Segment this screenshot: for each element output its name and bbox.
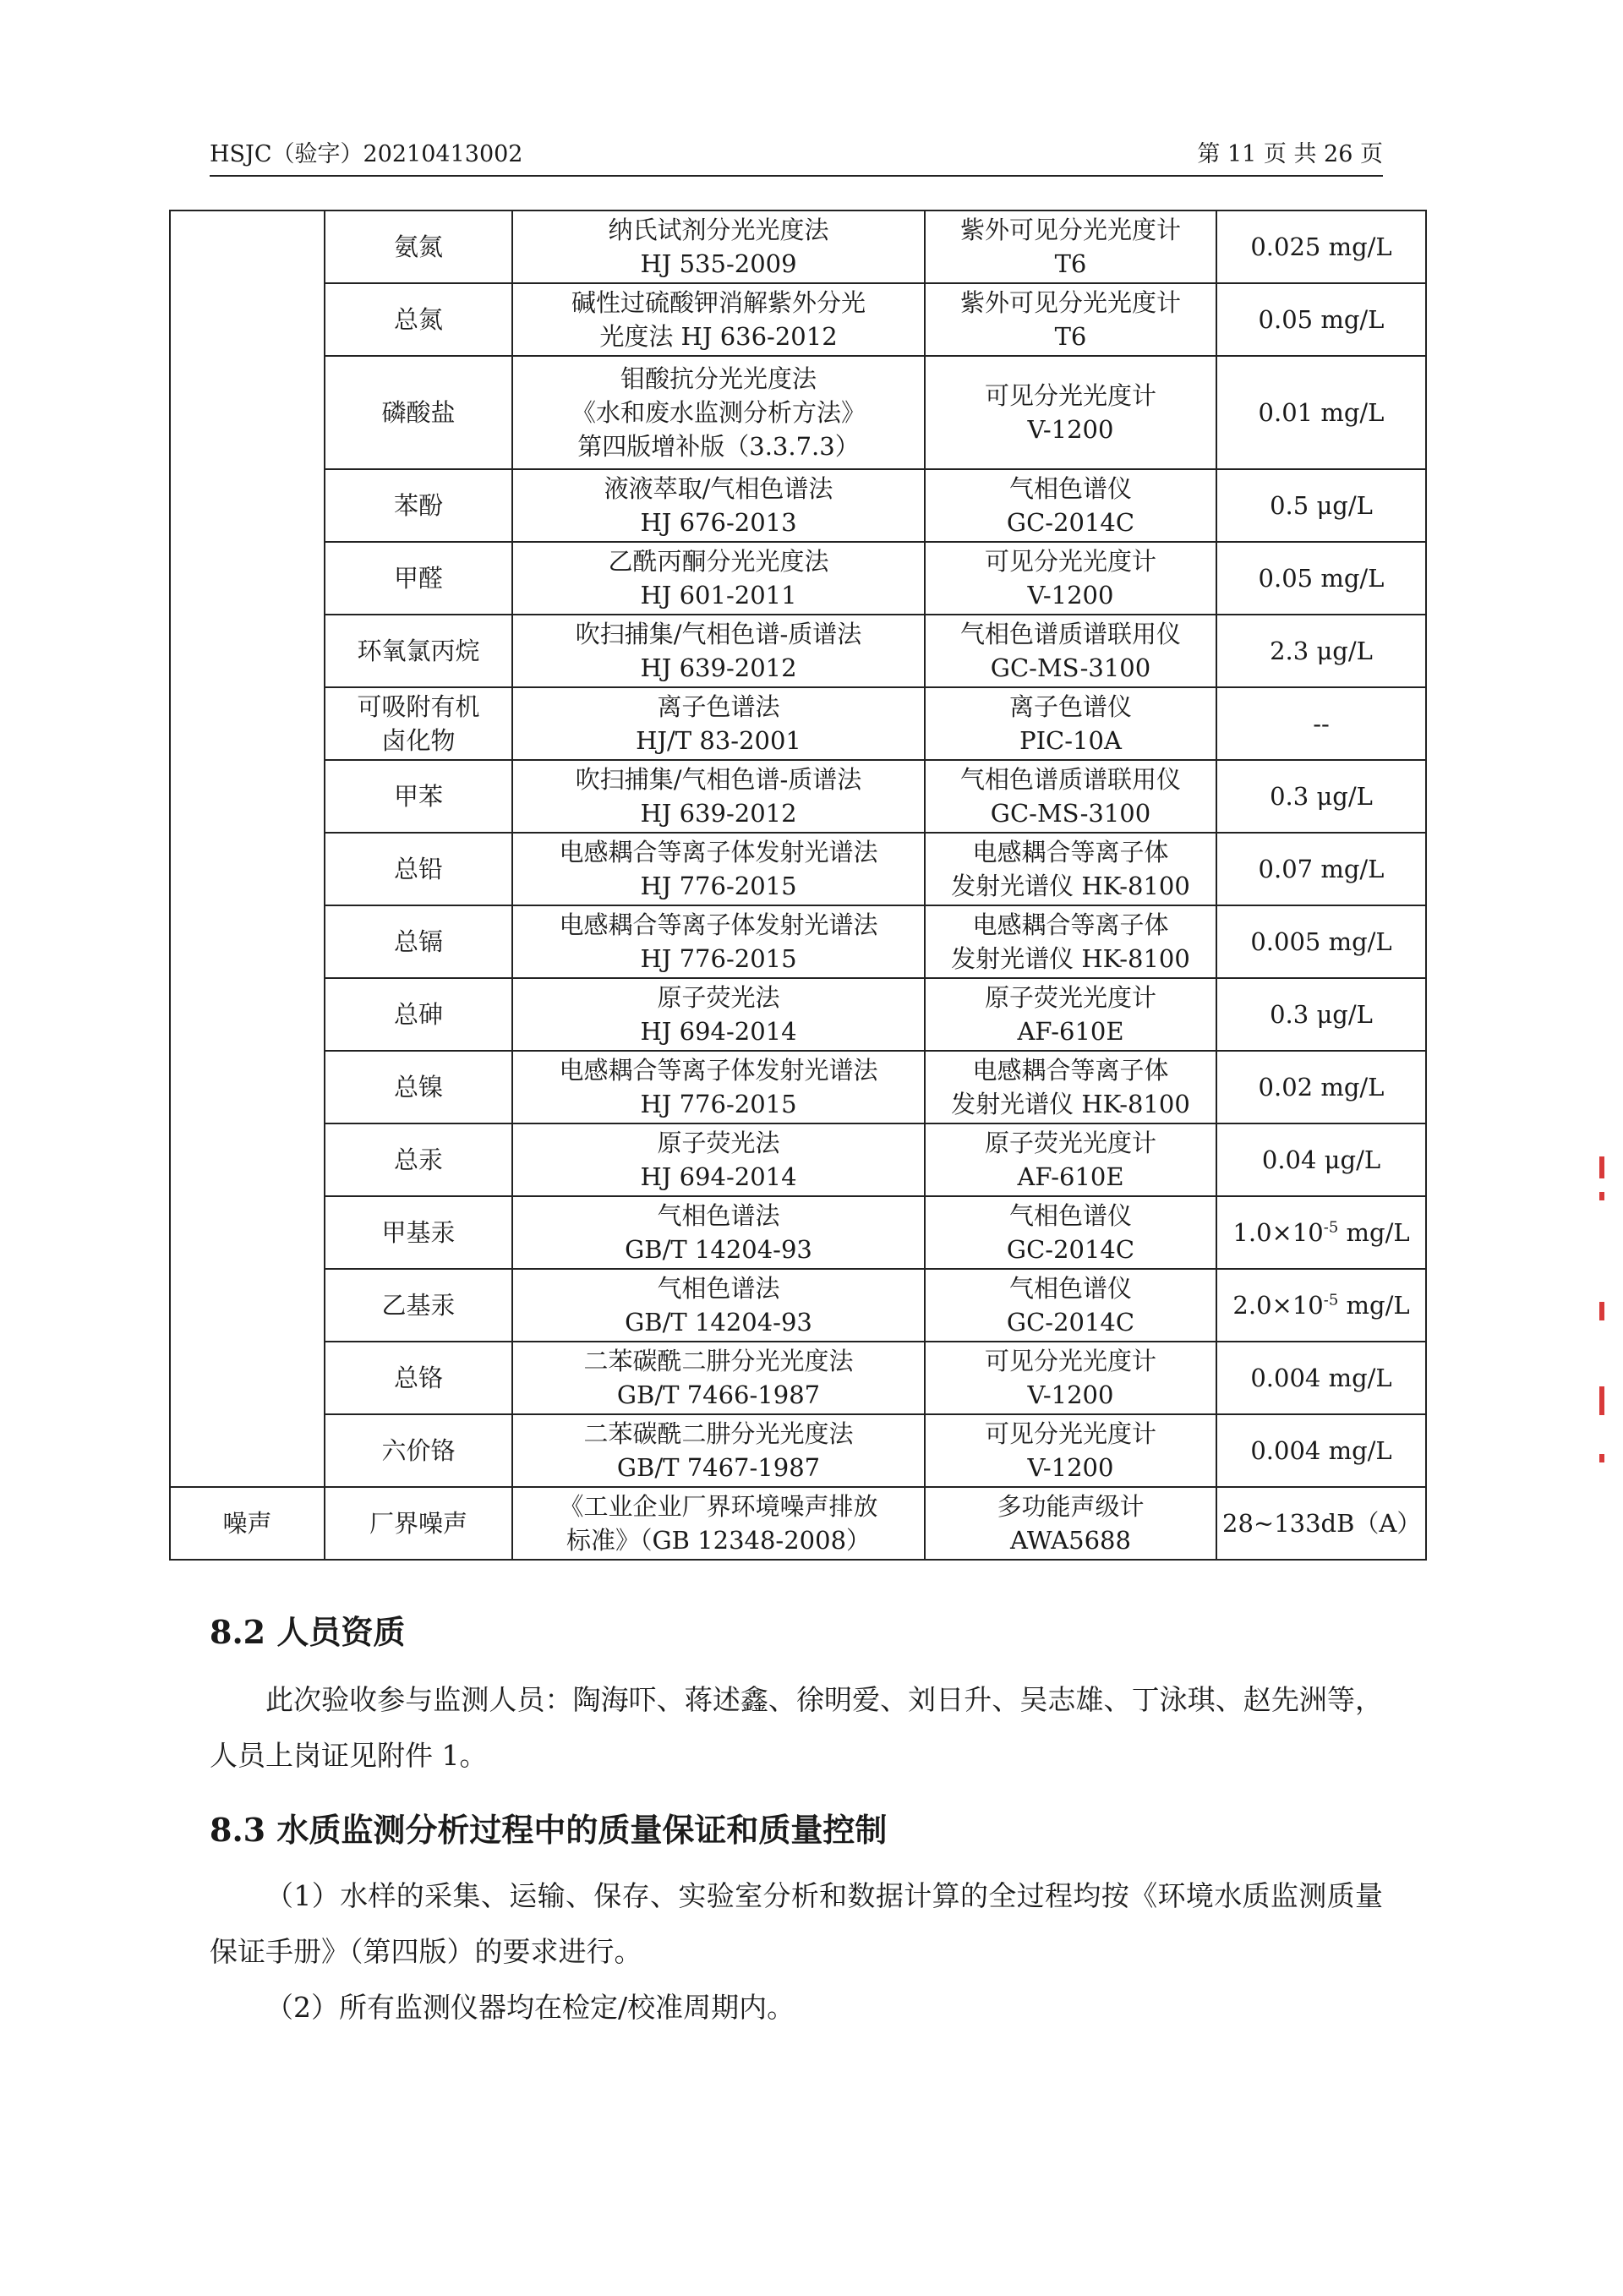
scan-mark xyxy=(1599,1192,1604,1200)
instrument-cell: 离子色谱仪 PIC-10A xyxy=(925,687,1216,760)
limit-cell: 0.02 mg/L xyxy=(1216,1051,1426,1123)
limit-cell xyxy=(1216,1196,1426,1269)
table-row xyxy=(170,1196,1426,1269)
table-row xyxy=(170,356,1426,469)
method-cell: 碱性过硫酸钾消解紫外分光 光度法 HJ 636-2012 xyxy=(512,283,925,356)
method-cell: 电感耦合等离子体发射光谱法 HJ 776-2015 xyxy=(512,833,925,905)
limit-cell: 2.3 μg/L xyxy=(1216,615,1426,687)
item-cell: 乙基汞 xyxy=(325,1269,512,1342)
item-cell: 总铬 xyxy=(325,1342,512,1414)
limit-cell: 0.005 mg/L xyxy=(1216,905,1426,978)
method-cell: 钼酸抗分光光度法 《水和废水监测分析方法》 第四版增补版（3.3.7.3） xyxy=(512,356,925,469)
instrument-cell: 可见分光光度计 V-1200 xyxy=(925,1414,1216,1487)
category-cell-water xyxy=(170,210,325,1487)
monitoring-methods-table xyxy=(169,210,1427,1561)
limit-base: 2.0×10 xyxy=(1232,1291,1324,1320)
instrument-cell: 气相色谱仪 GC-2014C xyxy=(925,1196,1216,1269)
table-row xyxy=(170,542,1426,615)
instrument-cell: 气相色谱质谱联用仪 GC-MS-3100 xyxy=(925,615,1216,687)
item-cell: 可吸附有机 卤化物 xyxy=(325,687,512,760)
limit-exponent: -5 xyxy=(1323,1218,1339,1237)
method-cell: 二苯碳酰二肼分光光度法 GB/T 7467-1987 xyxy=(512,1414,925,1487)
limit-cell: 0.004 mg/L xyxy=(1216,1414,1426,1487)
method-cell: 二苯碳酰二肼分光光度法 GB/T 7466-1987 xyxy=(512,1342,925,1414)
limit-cell: 0.07 mg/L xyxy=(1216,833,1426,905)
method-cell: 《工业企业厂界环境噪声排放 标准》（GB 12348-2008） xyxy=(512,1487,925,1560)
instrument-cell: 气相色谱仪 GC-2014C xyxy=(925,469,1216,542)
table-row xyxy=(170,469,1426,542)
method-cell: 原子荧光法 HJ 694-2014 xyxy=(512,978,925,1051)
item-cell: 总铅 xyxy=(325,833,512,905)
instrument-cell: 原子荧光光度计 AF-610E xyxy=(925,978,1216,1051)
scan-mark xyxy=(1599,1454,1604,1462)
method-cell: 电感耦合等离子体发射光谱法 HJ 776-2015 xyxy=(512,1051,925,1123)
table-row xyxy=(170,760,1426,833)
item-cell: 总镍 xyxy=(325,1051,512,1123)
limit-unit: mg/L xyxy=(1338,1218,1410,1247)
method-cell: 气相色谱法 GB/T 14204-93 xyxy=(512,1196,925,1269)
method-cell: 原子荧光法 HJ 694-2014 xyxy=(512,1123,925,1196)
item-cell: 环氧氯丙烷 xyxy=(325,615,512,687)
table-row xyxy=(170,1342,1426,1414)
item-cell: 甲苯 xyxy=(325,760,512,833)
item-cell: 总镉 xyxy=(325,905,512,978)
section-8-2-text: 此次验收参与监测人员：陶海吓、蒋述鑫、徐明爱、刘日升、吴志雄、丁泳琪、赵先洲等，人员上岗证见附件 1。 xyxy=(210,1683,1383,1772)
table-row xyxy=(170,1269,1426,1342)
scan-mark xyxy=(1599,1386,1604,1415)
limit-exponent: -5 xyxy=(1323,1291,1339,1309)
item-cell: 总氮 xyxy=(325,283,512,356)
instrument-cell: 电感耦合等离子体 发射光谱仪 HK-8100 xyxy=(925,833,1216,905)
section-8-3-title: 8.3 水质监测分析过程中的质量保证和质量控制 xyxy=(210,1811,888,1849)
method-cell: 纳氏试剂分光光度法 HJ 535-2009 xyxy=(512,210,925,283)
method-cell: 电感耦合等离子体发射光谱法 HJ 776-2015 xyxy=(512,905,925,978)
method-cell: 气相色谱法 GB/T 14204-93 xyxy=(512,1269,925,1342)
page-header xyxy=(210,135,1383,177)
instrument-cell: 气相色谱质谱联用仪 GC-MS-3100 xyxy=(925,760,1216,833)
item-cell: 氨氮 xyxy=(325,210,512,283)
instrument-cell: 可见分光光度计 V-1200 xyxy=(925,542,1216,615)
item-cell: 总汞 xyxy=(325,1123,512,1196)
item-cell: 甲基汞 xyxy=(325,1196,512,1269)
scan-mark xyxy=(1599,1156,1604,1178)
limit-unit: mg/L xyxy=(1338,1291,1410,1320)
table-row xyxy=(170,833,1426,905)
limit-cell: 0.3 μg/L xyxy=(1216,760,1426,833)
instrument-cell: 紫外可见分光光度计 T6 xyxy=(925,283,1216,356)
table-row xyxy=(170,210,1426,283)
table-row xyxy=(170,978,1426,1051)
instrument-cell: 可见分光光度计 V-1200 xyxy=(925,1342,1216,1414)
instrument-cell: 电感耦合等离子体 发射光谱仪 HK-8100 xyxy=(925,1051,1216,1123)
table-row-noise xyxy=(170,1487,1426,1560)
limit-cell: 0.004 mg/L xyxy=(1216,1342,1426,1414)
limit-cell: 0.05 mg/L xyxy=(1216,542,1426,615)
limit-cell: 0.01 mg/L xyxy=(1216,356,1426,469)
limit-cell xyxy=(1216,1269,1426,1342)
table-row xyxy=(170,905,1426,978)
table-row xyxy=(170,283,1426,356)
item-cell: 苯酚 xyxy=(325,469,512,542)
instrument-cell: 可见分光光度计 V-1200 xyxy=(925,356,1216,469)
section-8-3-paragraph-1: （1）水样的采集、运输、保存、实验室分析和数据计算的全过程均按《环境水质监测质量保证手册》（第四版）的要求进行。 xyxy=(210,1879,1383,1968)
item-cell: 厂界噪声 xyxy=(325,1487,512,1560)
limit-cell: 0.04 μg/L xyxy=(1216,1123,1426,1196)
item-cell: 总砷 xyxy=(325,978,512,1051)
instrument-cell: 紫外可见分光光度计 T6 xyxy=(925,210,1216,283)
category-cell-noise: 噪声 xyxy=(170,1487,325,1560)
limit-cell: -- xyxy=(1216,687,1426,760)
method-cell: 液液萃取/气相色谱法 HJ 676-2013 xyxy=(512,469,925,542)
method-cell: 吹扫捕集/气相色谱-质谱法 HJ 639-2012 xyxy=(512,615,925,687)
limit-cell: 0.05 mg/L xyxy=(1216,283,1426,356)
instrument-cell: 多功能声级计 AWA5688 xyxy=(925,1487,1216,1560)
section-8-3-paragraph-2: （2）所有监测仪器均在检定/校准周期内。 xyxy=(265,1991,795,2024)
page-number: 第 11 页 共 26 页 xyxy=(1197,141,1383,167)
section-8-2-title: 8.2 人员资质 xyxy=(210,1613,406,1651)
limit-cell: 28~133dB（A） xyxy=(1216,1487,1426,1560)
instrument-cell: 气相色谱仪 GC-2014C xyxy=(925,1269,1216,1342)
method-cell: 吹扫捕集/气相色谱-质谱法 HJ 639-2012 xyxy=(512,760,925,833)
table-row xyxy=(170,615,1426,687)
item-cell: 磷酸盐 xyxy=(325,356,512,469)
report-number: HSJC（验字）20210413002 xyxy=(210,141,523,167)
table-row xyxy=(170,1414,1426,1487)
scan-mark xyxy=(1599,1302,1604,1320)
item-cell: 甲醛 xyxy=(325,542,512,615)
table-row xyxy=(170,687,1426,760)
method-cell: 离子色谱法 HJ/T 83-2001 xyxy=(512,687,925,760)
instrument-cell: 原子荧光光度计 AF-610E xyxy=(925,1123,1216,1196)
table-row xyxy=(170,1051,1426,1123)
limit-cell: 0.3 μg/L xyxy=(1216,978,1426,1051)
item-cell: 六价铬 xyxy=(325,1414,512,1487)
instrument-cell: 电感耦合等离子体 发射光谱仪 HK-8100 xyxy=(925,905,1216,978)
limit-cell: 0.5 μg/L xyxy=(1216,469,1426,542)
table-row xyxy=(170,1123,1426,1196)
method-cell: 乙酰丙酮分光光度法 HJ 601-2011 xyxy=(512,542,925,615)
limit-cell: 0.025 mg/L xyxy=(1216,210,1426,283)
limit-base: 1.0×10 xyxy=(1232,1218,1324,1247)
